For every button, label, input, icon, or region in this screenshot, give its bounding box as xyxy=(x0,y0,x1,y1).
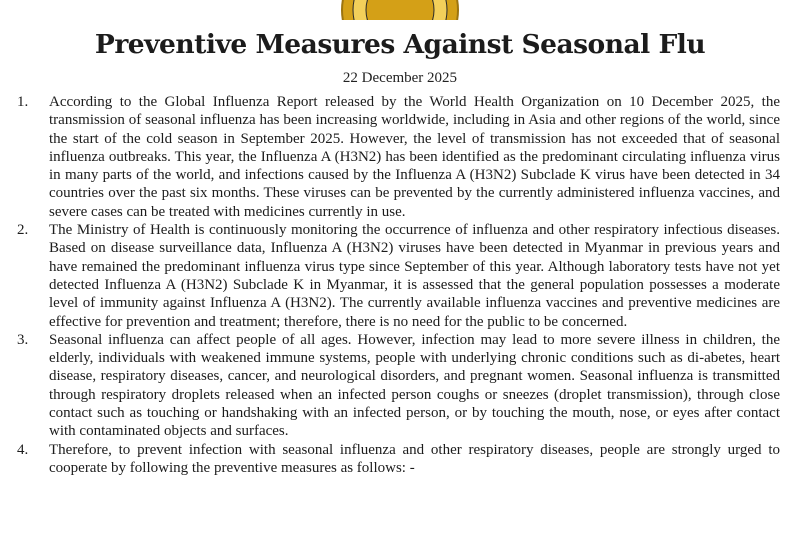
paragraph-number: 2. xyxy=(17,222,29,239)
paragraph-text: Therefore, to prevent infection with seasonal influenza and other respiratory diseases, people are strongly urged to cooperate by following the preventive measures as follows: - xyxy=(49,441,780,476)
numbered-paragraph-list xyxy=(0,93,800,477)
paragraph-number: 1. xyxy=(17,94,29,110)
paragraph-number: 4. xyxy=(17,441,29,458)
document-title: Preventive Measures Against Seasonal Flu xyxy=(94,29,706,60)
seal-graphic xyxy=(340,0,460,20)
paragraph-text: The Ministry of Health is continuously monitoring the occurrence of influenza and other respiratory infectious diseases. Based on disease surveillance data, Influenza A (H3N2) viruses have been detected in Myanmar in previous years and have remained the predominant influenza virus type since September of this year. Although laboratory tests have not yet detected Influenza A (H3N2) Subclade K in Myanmar, it is assessed that the general population possesses a moderate level of immunity against Influenza A (H3N2). The currently available influenza vaccines and preventive medicines are effective for prevention and treatment; therefore, there is no need for the public to be concerned. xyxy=(49,222,780,330)
ministry-seal-icon xyxy=(340,0,460,20)
paragraph-text: According to the Global Influenza Report released by the World Health Organization on 10 December 2025, the transmission of seasonal influenza has been increasing worldwide, including in Asia and other regions of the world, since the start of the cold season in September 2025. However, the level of transmission has not exceeded that of seasonal influenza outbreaks. This year, the Influenza A (H3N2) has been identified as the predominant circulating influenza virus in many parts of the world, and infections caused by the Influenza A (H3N2) Subclade K virus have been detected in 34 countries over the past six months. These viruses can be prevented by the currently administered influenza vaccines, and severe cases can be treated with medicines currently in use. xyxy=(49,94,780,220)
document-date: 22 December 2025 xyxy=(342,70,458,86)
paragraph-item-2 xyxy=(0,221,800,331)
paragraph-text: Seasonal influenza can affect people of all ages. However, infection may lead to more severe illness in children, the elderly, individuals with weakened immune systems, people with underlying chronic conditions such as di-abetes, heart disease, respiratory diseases, cancer, and neurological disorders, and pregnant women. Seasonal influenza is transmitted through respiratory droplets released when an infected person coughs or sneezes (droplet transmission), through close contact such as touching or handshaking with an infected person, or by touching the mouth, nose, or eyes after contact with contaminated objects and surfaces. xyxy=(49,331,780,440)
paragraph-item-1 xyxy=(0,93,800,221)
paragraph-number: 3. xyxy=(17,331,29,348)
paragraph-item-3 xyxy=(0,331,800,441)
paragraph-item-4 xyxy=(0,441,800,478)
